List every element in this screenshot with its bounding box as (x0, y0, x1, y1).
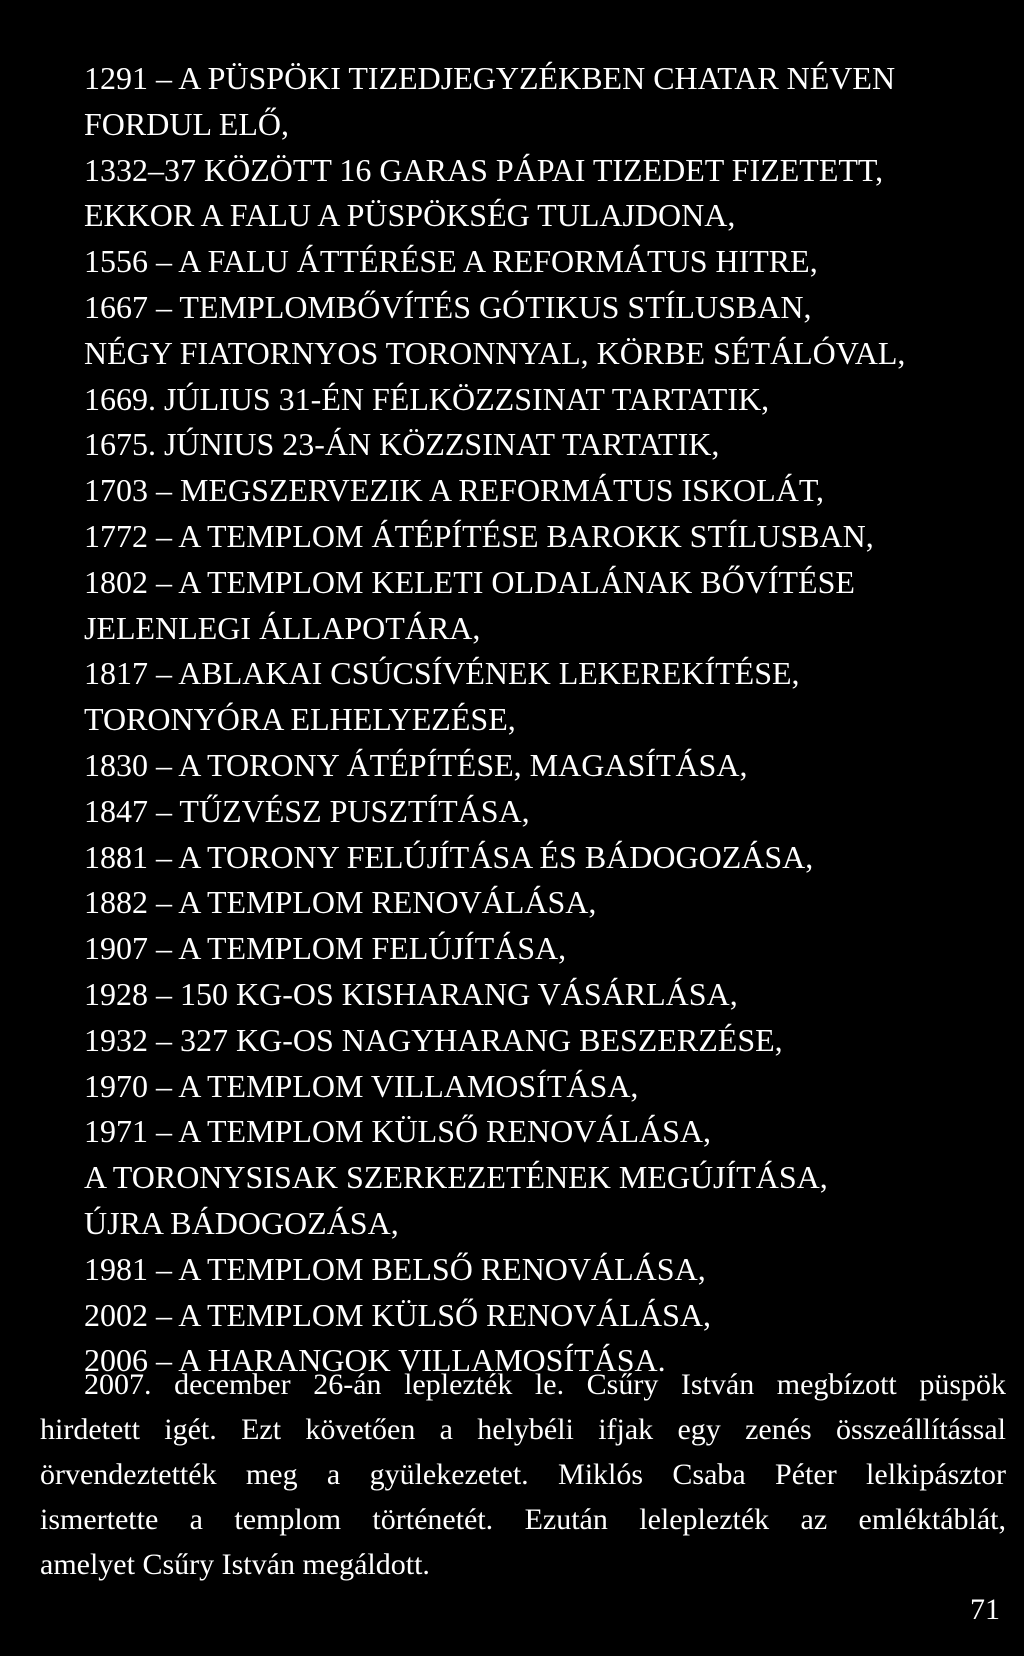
plaque-line: NÉGY FIATORNYOS TORONNYAL, KÖRBE SÉTÁLÓVAL, (84, 334, 906, 371)
plaque-line: 1907 – A TEMPLOM FELÚJÍTÁSA, (84, 930, 567, 967)
plaque-line: 1291 – A PÜSPÖKI TIZEDJEGYZÉKBEN CHATAR NÉVEN (84, 60, 896, 96)
plaque-line: 1675. JÚNIUS 23-ÁN KÖZZSINAT TARTATIK, (84, 426, 720, 463)
caption-line: örvendeztették meg a gyülekezetet. Miklós Csaba Péter lelkipásztor (40, 1458, 1006, 1491)
plaque-line: 1669. JÚLIUS 31-ÉN FÉLKÖZZSINAT TARTATIK, (84, 380, 770, 417)
plaque-line: 1932 – 327 KG-OS NAGYHARANG BESZERZÉSE, (84, 1021, 783, 1058)
plaque-line: 2002 – A TEMPLOM KÜLSŐ RENOVÁLÁSA, (84, 1296, 712, 1333)
plaque-line: 1817 – ABLAKAI CSÚCSÍVÉNEK LEKEREKÍTÉSE, (84, 655, 800, 692)
plaque-line: A TORONYSISAK SZERKEZETÉNEK MEGÚJÍTÁSA, (84, 1159, 828, 1196)
plaque-line: 1971 – A TEMPLOM KÜLSŐ RENOVÁLÁSA, (84, 1113, 712, 1150)
caption-line: ismertette a templom történetét. Ezután leleplezték az emléktáblát, (40, 1503, 1006, 1536)
plaque-line: 1802 – A TEMPLOM KELETI OLDALÁNAK BŐVÍTÉSE (84, 563, 855, 600)
plaque-line: 1556 – A FALU ÁTTÉRÉSE A REFORMÁTUS HITRE, (84, 243, 818, 280)
plaque-line: 1847 – TŰZVÉSZ PUSZTÍTÁSA, (84, 792, 530, 829)
plaque-line: 1882 – A TEMPLOM RENOVÁLÁSA, (84, 884, 597, 921)
plaque-line: 2006 – A HARANGOK VILLAMOSÍTÁSA. (84, 1342, 666, 1379)
caption-paragraph (40, 1362, 1006, 1587)
plaque-line: EKKOR A FALU A PÜSPÖKSÉG TULAJDONA, (84, 197, 736, 234)
plaque-line: ÚJRA BÁDOGOZÁSA, (84, 1204, 399, 1241)
plaque-line: FORDUL ELŐ, (84, 105, 290, 142)
plaque-line: 1981 – A TEMPLOM BELSŐ RENOVÁLÁSA, (84, 1250, 706, 1287)
plaque-line: 1667 – TEMPLOMBŐVÍTÉS GÓTIKUS STÍLUSBAN, (84, 288, 812, 325)
caption-line: amelyet Csűry István megáldott. (40, 1548, 430, 1581)
plaque-line: 1830 – A TORONY ÁTÉPÍTÉSE, MAGASÍTÁSA, (84, 746, 748, 783)
plaque-line: JELENLEGI ÁLLAPOTÁRA, (84, 609, 481, 646)
plaque-line: 1772 – A TEMPLOM ÁTÉPÍTÉSE BAROKK STÍLUSBAN, (84, 517, 874, 554)
plaque-inscription (84, 56, 1004, 1384)
caption-line: hirdetett igét. Ezt követően a helybéli ifjak egy zenés összeállítással (40, 1413, 1006, 1446)
plaque-line: 1332–37 KÖZÖTT 16 GARAS PÁPAI TIZEDET FIZETETT, (84, 151, 884, 188)
plaque-line: 1928 – 150 KG-OS KISHARANG VÁSÁRLÁSA, (84, 975, 738, 1012)
plaque-line: 1881 – A TORONY FELÚJÍTÁSA ÉS BÁDOGOZÁSA, (84, 838, 814, 875)
plaque-line: TORONYÓRA ELHELYEZÉSE, (84, 701, 516, 738)
plaque-line: 1703 – MEGSZERVEZIK A REFORMÁTUS ISKOLÁT, (84, 472, 824, 509)
plaque-line: 1970 – A TEMPLOM VILLAMOSÍTÁSA, (84, 1067, 639, 1104)
page-number: 71 (970, 1593, 1000, 1626)
caption-line: 2007. december 26-án leplezték le. Csűry István megbízott püspök (84, 1368, 1006, 1401)
